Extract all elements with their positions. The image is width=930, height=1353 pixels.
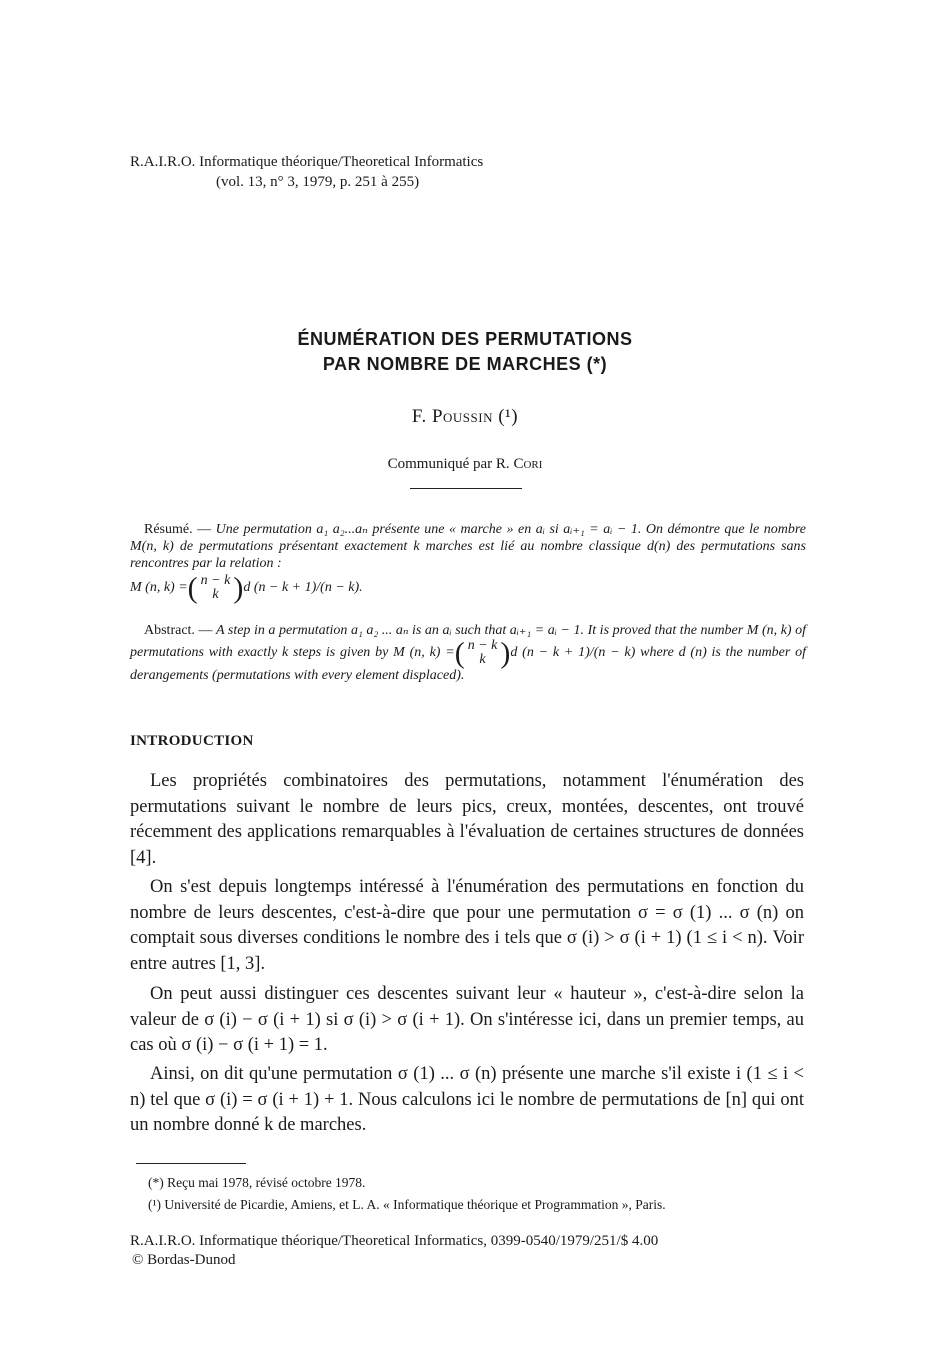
abstract-label: Abstract.	[144, 623, 195, 638]
introduction-heading: INTRODUCTION	[130, 733, 254, 749]
communicated-name: Cori	[513, 456, 543, 472]
resume-formula-rhs: d (n − k + 1)/(n − k).	[243, 580, 363, 596]
footer-journal: R.A.I.R.O. Informatique théorique/Theoretical Informatics, 0399-0540/1979/251/$ 4.00	[130, 1233, 659, 1249]
abstract-binom-bottom: k	[479, 652, 486, 667]
resume-block	[130, 521, 807, 605]
resume-binomial	[198, 574, 234, 602]
abstract-block: Abstract. — A step in a permutation a₁ a₂ ... aₙ is an aᵢ such that aᵢ₊₁ = aᵢ − 1. It is proved that the number M (n, k) of permutations with exactly k steps is given by M (n, k) =( n − k k )d (n − k + 1)/(n − k) where d (n) is the number of derangements (permutations with every element displaced).	[130, 623, 807, 683]
abstract-text: A step in a permutation a₁ a₂ ... aₙ is an aᵢ such that aᵢ₊₁ = aᵢ − 1. It is proved that the number M (n, k) of permutations with exactly k steps is given by	[130, 623, 806, 661]
footer-copyright: © Bordas-Dunod	[132, 1252, 236, 1268]
resume-binom-bottom: k	[212, 587, 219, 602]
resume-label: Résumé.	[144, 522, 193, 537]
intro-paragraph-4: Ainsi, on dit qu'une permutation σ (1) ... σ (n) présente une marche s'il existe i (1 ≤ i < n) tel que σ (i) = σ (i + 1) + 1. Nous calculons ici le nombre de permutations de [n] qui ont un nombre donné k de marches.	[130, 1064, 804, 1135]
footnote-divider	[136, 1163, 246, 1164]
abstract-binomial	[465, 639, 501, 667]
author-surname: Poussin	[431, 406, 493, 427]
paper-title	[0, 327, 930, 377]
abstract-text-2: where d (n) is the number of derangements (permutations with every element displaced).	[130, 645, 807, 683]
resume-binom-top: n − k	[200, 573, 231, 588]
intro-paragraph-3: On peut aussi distinguer ces descentes suivant leur « hauteur », c'est-à-dire selon la valeur de σ (i) − σ (i + 1) si σ (i) > σ (i + 1). On s'intéresse ici, dans un premier temps, au cas où σ (i) − σ (i + 1) = 1.	[130, 984, 804, 1055]
resume-formula: M (n, k) =( n − k k )d (n − k + 1)/(n − k).	[130, 571, 363, 605]
title-line-1: ÉNUMÉRATION DES PERMUTATIONS	[297, 329, 633, 349]
abstract-formula-rhs: d (n − k + 1)/(n − k)	[510, 645, 636, 661]
abstract-formula-lhs: M (n, k) =	[393, 645, 455, 661]
footnote-2: (¹) Université de Picardie, Amiens, et L. A. « Informatique théorique et Programmation », Paris.	[148, 1197, 666, 1212]
communicated-prefix: Communiqué par R.	[387, 456, 514, 472]
resume-formula-lhs: M (n, k) =	[130, 580, 188, 596]
resume-dash: —	[192, 522, 216, 537]
page-footer	[130, 1232, 658, 1270]
journal-header	[130, 152, 483, 192]
abstract-binom-top: n − k	[467, 638, 498, 653]
intro-paragraph-1: Les propriétés combinatoires des permutations, notamment l'énumération des permutations suivant le nombre de leurs pics, creux, montées, descentes, ont trouvé récemment des applications remarquables à l'évaluation de certaines structures de données [4].	[130, 771, 804, 868]
resume-text: Une permutation a₁ a₂...aₙ présente une « marche » en aᵢ si aᵢ₊₁ = aᵢ − 1. On démontre que le nombre M(n, k) de permutations présentant exactement k marches est lié au nombre classique d(n) des permutations sans rencontres par la relation :	[130, 522, 807, 571]
journal-name: R.A.I.R.O. Informatique théorique/Theoretical Informatics	[130, 154, 484, 170]
title-line-2: PAR NOMBRE DE MARCHES (*)	[322, 354, 608, 374]
title-divider	[410, 488, 522, 489]
journal-volume: (vol. 13, n° 3, 1979, p. 251 à 255)	[216, 174, 420, 190]
abstract-dash: —	[194, 623, 217, 638]
intro-paragraph-2: On s'est depuis longtemps intéressé à l'énumération des permutations en fonction du nombre de leurs descentes, c'est-à-dire que pour une permutation σ = σ (1) ... σ (n) on comptait sous diverses conditions le nombre des i tels que σ (i) > σ (i + 1) (1 ≤ i < n). Voir entre autres [1, 3].	[130, 877, 804, 974]
author-initial: F.	[411, 406, 432, 427]
author	[0, 406, 930, 428]
footnote-1: (*) Reçu mai 1978, révisé octobre 1978.	[148, 1175, 366, 1190]
communicated-by	[0, 456, 930, 473]
author-note-ref: (¹)	[492, 406, 519, 427]
